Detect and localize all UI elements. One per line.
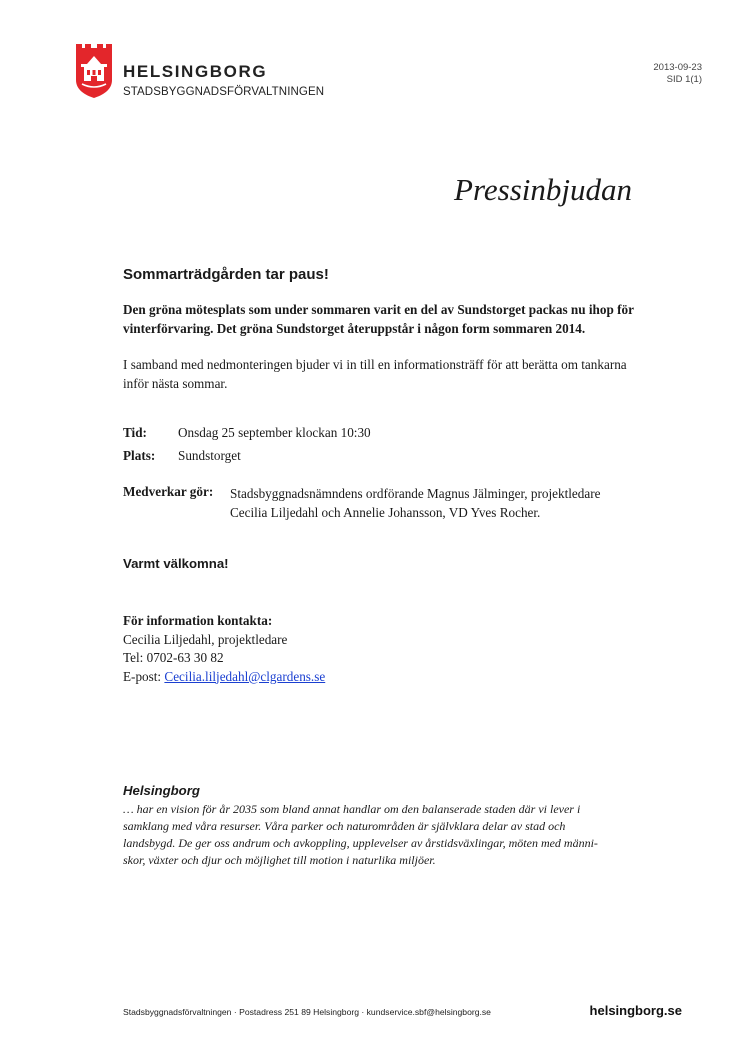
participants-value xyxy=(230,484,650,522)
press-heading: Sommarträdgården tar paus! xyxy=(123,266,329,283)
time-value: Onsdag 25 september klockan 10:30 xyxy=(178,425,371,440)
contact-email-link[interactable]: Cecilia.liljedahl@clgardens.se xyxy=(164,668,326,684)
contact-heading: För information kontakta: xyxy=(123,613,273,628)
contact-name: Cecilia Liljedahl, projektledare xyxy=(123,631,288,647)
page-indicator: SID 1(1) xyxy=(666,74,702,85)
place-value: Sundstorget xyxy=(178,448,241,463)
document-type-title: Pressinbjudan xyxy=(454,172,632,207)
vision-text xyxy=(123,801,643,869)
helsingborg-crest-logo xyxy=(75,44,113,98)
contact-block xyxy=(123,612,325,686)
vision-line-2: samklang med våra resurser. Våra parker och naturområden är självklara delar av stad och xyxy=(123,819,566,833)
org-name: HELSINGBORG xyxy=(123,62,268,81)
time-label: Tid: xyxy=(123,425,147,440)
footer-address: Stadsbyggnadsförvaltningen · Postadress 251 89 Helsingborg · kundservice.sbf@helsingborg.se xyxy=(123,1007,491,1017)
lead-paragraph: Den gröna mötesplats som under sommaren varit en del av Sundstorget packas nu ihop för vinterförvaring. Det gröna Sundstorget återuppstår i någon form sommaren 2014. xyxy=(123,302,634,336)
participants-line-1: Stadsbyggnadsnämndens ordförande Magnus Jälminger, projektledare xyxy=(230,486,601,501)
vision-line-1: … har en vision för år 2035 som bland annat handlar om den balanserade staden där vi lever i xyxy=(123,802,581,816)
footer-website[interactable]: helsingborg.se xyxy=(589,1003,682,1018)
contact-phone: Tel: 0702-63 30 82 xyxy=(123,650,224,665)
participants-line-2: Cecilia Liljedahl och Annelie Johansson, VD Yves Rocher. xyxy=(230,505,541,520)
intro-paragraph: I samband med nedmonteringen bjuder vi in till en informationsträff för att berätta om tankarna inför nästa sommar. xyxy=(123,357,627,391)
place-label: Plats: xyxy=(123,448,156,463)
vision-line-3: landsbygd. De ger oss andrum och avkoppling, upplevelser av årstidsväxlingar, möten med männi- xyxy=(123,836,598,850)
vision-title: Helsingborg xyxy=(123,783,200,798)
welcome-text: Varmt välkomna! xyxy=(123,556,229,571)
department-name: STADSBYGGNADSFÖRVALTNINGEN xyxy=(123,86,325,98)
vision-line-4: skor, växter och djur och möjlighet till motion i naturlika miljöer. xyxy=(123,853,436,867)
document-date: 2013-09-23 xyxy=(653,62,702,73)
contact-email-row xyxy=(123,668,325,687)
contact-email-label: E-post: xyxy=(123,668,165,684)
participants-label: Medverkar gör: xyxy=(123,484,214,499)
